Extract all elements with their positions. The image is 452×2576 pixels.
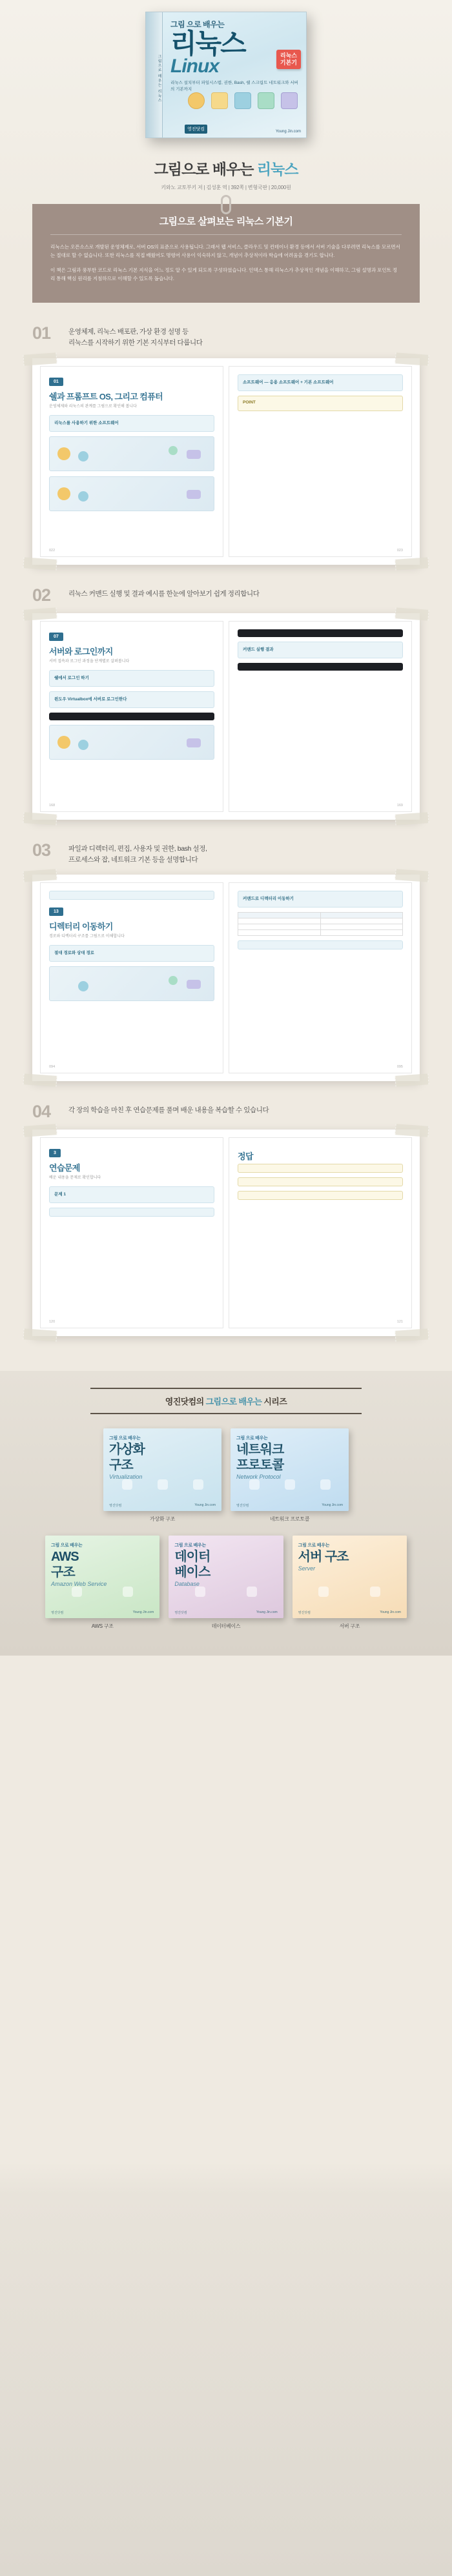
feature-4-number: 04: [32, 1102, 51, 1122]
cover-title: 리눅스: [170, 28, 245, 59]
book-spread-1: [32, 358, 420, 565]
illustration-shape: [370, 1587, 380, 1597]
book-front-face: [163, 12, 306, 137]
publisher-logo: 영진닷컴: [236, 1504, 249, 1508]
tape-corner-icon: [23, 352, 57, 366]
series-book-database[interactable]: [169, 1536, 283, 1630]
feature-section-1: [26, 325, 426, 565]
illustration-shape: [187, 738, 201, 747]
series-heading-accent: 그림으로 배우는: [205, 1397, 262, 1407]
cover-top-line: 그림 으로 배우는: [170, 20, 225, 29]
cover-badge-line2: 기본기: [280, 59, 297, 66]
series-cover-footer: [298, 1610, 401, 1615]
feature-1-head: [26, 325, 426, 349]
series-cover-footer: [236, 1503, 343, 1508]
illustration-shape: [247, 1587, 257, 1597]
illustration-shape: [122, 1479, 132, 1490]
chapter-title: 쉘과 프롬프트 OS, 그리고 컴퓨터: [49, 391, 163, 401]
series-book-label: 데이터베이스: [211, 1623, 241, 1630]
spread-1-right-page: [229, 366, 412, 557]
terminal-screenshot: [49, 713, 214, 720]
feature-1-text: [68, 325, 202, 349]
publisher-logo: 영진닷컴: [185, 125, 207, 134]
series-book-aws[interactable]: [45, 1536, 159, 1630]
intro-panel: [32, 204, 420, 303]
page-number: 022: [49, 548, 56, 553]
series-book-label: 가상화 구조: [149, 1516, 176, 1523]
spread-4-left-page: [40, 1137, 223, 1328]
series-book-server[interactable]: [293, 1536, 407, 1630]
exercise-subtitle: 배운 내용을 문제로 확인합니다: [49, 1176, 101, 1181]
answer-block: [238, 1191, 403, 1200]
content-band: [238, 642, 403, 658]
publisher-name: Young Jin.com: [256, 1610, 278, 1615]
terminal-screenshot: [238, 629, 403, 637]
page-title: [0, 157, 452, 179]
feature-section-3: [26, 842, 426, 1082]
feature-3-text: [68, 842, 207, 866]
page-number: 168: [49, 803, 56, 807]
cover-illustration: [185, 83, 301, 118]
feature-2-text: [68, 587, 259, 600]
feature-1-number: 01: [32, 323, 51, 343]
question-block: [49, 1186, 214, 1203]
feature-3-line1: 파일과 디렉터리, 편집, 사용자 및 권한, bash 설정,: [68, 844, 207, 853]
series-cover-title2: 구조: [51, 1565, 75, 1579]
table-cell: [320, 930, 403, 936]
illustration-shape: [57, 736, 70, 749]
series-book-cover: [293, 1536, 407, 1618]
series-cover-top: 그림 으로 배우는: [174, 1543, 206, 1548]
chapter-tag: 01: [49, 378, 63, 386]
chapter-subtitle: 서버 접속과 로그인 과정을 단계별로 살펴봅니다: [49, 659, 130, 664]
spread-2-left-page: [40, 621, 223, 812]
series-book-cover: [231, 1428, 349, 1511]
publisher-name: Young Jin.com: [132, 1610, 154, 1615]
tape-corner-icon: [395, 352, 429, 366]
chapter-subtitle: 경로와 디렉터리 구조를 그림으로 이해합니다: [49, 935, 125, 939]
tape-corner-icon: [395, 607, 429, 621]
series-cover-title2: 프로토콜: [236, 1457, 284, 1472]
illustration-shape: [320, 1479, 331, 1490]
series-footer: [0, 1371, 452, 1656]
tape-corner-icon: [395, 1329, 429, 1343]
illustration-shape: [318, 1587, 329, 1597]
table-cell: [320, 924, 403, 930]
feature-1-line2: 리눅스를 시작하기 위한 기본 지식부터 다룹니다: [68, 339, 203, 347]
tape-corner-icon: [23, 1074, 57, 1088]
series-cover-title2: 구조: [109, 1457, 133, 1472]
tape-corner-icon: [23, 1329, 57, 1343]
table-cell: [320, 918, 403, 924]
illustration-shape: [78, 740, 88, 750]
series-book-virtualization[interactable]: [103, 1428, 221, 1523]
publisher-name: Young Jin.com: [275, 130, 301, 134]
series-book-cover: [103, 1428, 221, 1511]
tape-corner-icon: [23, 557, 57, 571]
intro-heading: 그림으로 살펴보는 리눅스 기본기: [50, 214, 402, 235]
publisher-name: Young Jin.com: [380, 1610, 401, 1615]
series-heading-prefix: 영진닷컴의: [165, 1397, 206, 1407]
cover-badge-line1: 리눅스: [280, 52, 297, 59]
publisher-logo: 영진닷컴: [174, 1611, 187, 1616]
series-grid-top: [103, 1428, 349, 1523]
answer-block: [238, 1177, 403, 1186]
band-title: 쉘에서 로그인 하기: [54, 675, 89, 680]
chapter-tag: 07: [49, 633, 63, 641]
point-box: [238, 396, 403, 411]
chapter-title: 디렉터리 이동하기: [49, 922, 113, 932]
page-number: 121: [396, 1320, 403, 1324]
diagram-node: [169, 976, 178, 985]
content-band: [238, 374, 403, 391]
content-band: [49, 415, 214, 432]
feature-2-line1: 리눅스 커맨드 실행 및 결과 예시를 한눈에 알아보기 쉽게 정리합니다: [68, 589, 260, 598]
band-title: 윈도우 Virtualbox에 서버로 로그인한다: [54, 696, 127, 702]
band-title: 절대 경로와 상대 경로: [54, 951, 94, 956]
tape-corner-icon: [395, 1074, 429, 1088]
table-cell: [238, 930, 321, 936]
tape-corner-icon: [23, 607, 57, 621]
page-title-accent: 리눅스: [256, 161, 298, 177]
question-block: [49, 1208, 214, 1217]
question-title: 문제 1: [54, 1192, 66, 1197]
series-cover-illustration: [298, 1578, 401, 1605]
table-cell: [238, 924, 321, 930]
illustration-folder-icon: [211, 92, 228, 109]
publisher-name: Young Jin.com: [194, 1503, 216, 1508]
tape-corner-icon: [395, 557, 429, 571]
book-spread-4: [32, 1130, 420, 1336]
content-band: [238, 891, 403, 908]
publisher-name: Young Jin.com: [322, 1503, 343, 1508]
illustration-box-icon: [234, 92, 251, 109]
page-number: 120: [49, 1320, 56, 1324]
band-title: 소프트웨어 — 응용 소프트웨어 + 기본 소프트웨어: [243, 380, 334, 385]
spread-3-right-page: [229, 882, 412, 1073]
illustration-shape: [78, 491, 88, 502]
series-book-network-protocol[interactable]: [231, 1428, 349, 1523]
series-cover-illustration: [109, 1471, 216, 1498]
book-meta: 키와노 교토부키 저 | 김성훈 역 | 392쪽 | 변형국판 | 20,000원: [161, 185, 291, 190]
exercise-title: 연습문제: [49, 1163, 80, 1173]
illustration-shape: [57, 447, 70, 460]
feature-3-number: 03: [32, 840, 51, 860]
feature-4-text: [68, 1103, 269, 1116]
content-band: [238, 940, 403, 949]
feature-3-line2: 프로세스와 잡, 네트워크 기본 등을 설명합니다: [68, 856, 198, 864]
series-heading: [90, 1388, 362, 1414]
illustration-circle-icon: [188, 92, 205, 109]
intro-paragraph-2: 이 책은 그림과 풍부한 코드로 리눅스 기본 지식을 어느 정도 알 수 있게 되도록 구성하였습니다. 인덱스 통해 리눅스가 추상적인 개념을 이해하고, 그림 설명과 포인트 정리 통해 핵심 원리를 지침하므로 이해할 수 있도록 돕습니다.: [50, 267, 398, 281]
illustration-cube-icon: [258, 92, 274, 109]
title-block: [0, 157, 452, 191]
feature-3-head: [26, 842, 426, 866]
illustration-shape: [123, 1587, 133, 1597]
diagram-node: [78, 981, 88, 991]
cover-footer: [185, 125, 301, 134]
series-book-cover: [45, 1536, 159, 1618]
intro-paragraph-1: 리눅스는 오픈소스로 개발된 운영체제로, 서버 OS의 표준으로 사용됩니다. 그래서 웹 서비스, 클라우드 및 컨테이너 환경 등에서 서버 기술을 다루려면 리눅스를 모르면서는 절대로 할 수 없습니다. 또한 리눅스를 직접 배웠어도 명령어 사용이 익숙하지 않고, 개념이 추상적이라 학습에 어려움을 겪기도 합니다.: [50, 244, 400, 259]
illustration-shape: [249, 1479, 260, 1490]
series-cover-top: 그림 으로 배우는: [51, 1543, 83, 1548]
series-cover-en: Virtualization: [109, 1473, 143, 1480]
series-cover-top: 그림 으로 배우는: [109, 1436, 141, 1441]
series-cover-illustration: [174, 1578, 277, 1605]
reference-table: [238, 912, 403, 936]
answer-title: 정답: [238, 1151, 253, 1162]
tape-corner-icon: [23, 869, 57, 883]
publisher-logo: 영진닷컴: [298, 1611, 311, 1616]
series-cover-top: 그림 으로 배우는: [298, 1543, 330, 1548]
band-title: 커맨드 실행 결과: [243, 647, 274, 652]
chapter-title: 서버와 로그인까지: [49, 646, 113, 656]
book-spine-text: 그림으로 배우는 리눅스: [146, 12, 163, 137]
series-cover-title2: 베이스: [174, 1565, 211, 1579]
page-illustration: [49, 476, 214, 511]
publisher-logo: 영진닷컴: [51, 1611, 64, 1616]
page-number: 094: [49, 1065, 56, 1070]
table-cell: [238, 918, 321, 924]
paperclip-icon: [221, 195, 231, 214]
spread-3-left-page: [40, 882, 223, 1073]
series-book-label: AWS 구조: [91, 1623, 114, 1630]
series-cover-title: 가상화: [109, 1443, 145, 1457]
band-title: 커맨드로 디렉터리 이동하기: [243, 897, 294, 902]
series-cover-title: AWS: [51, 1550, 79, 1565]
tape-corner-icon: [395, 812, 429, 826]
feature-section-4: [26, 1103, 426, 1336]
feature-4-head: [26, 1103, 426, 1121]
series-cover-title: 데이터: [174, 1550, 211, 1565]
book-cover-image: [145, 12, 307, 138]
series-cover-en: Network Protocol: [236, 1473, 281, 1480]
spread-4-right-page: [229, 1137, 412, 1328]
series-book-cover: [169, 1536, 283, 1618]
table-header-cell: [320, 913, 403, 918]
series-heading-suffix: 시리즈: [262, 1397, 287, 1407]
content-band: [49, 691, 214, 708]
page-number: 169: [396, 803, 403, 807]
feature-section-2: [26, 587, 426, 820]
cover-description: 리눅스 설치부터 파일시스템, 권한, Bash, 쉘 스크립트 네트워크와 서버의 기본까지: [170, 80, 298, 92]
band-title: 리눅스를 사용하기 위한 소프트웨어: [54, 420, 119, 425]
series-cover-en: Database: [174, 1580, 200, 1587]
series-book-label: 서버 구조: [339, 1623, 360, 1630]
page-title-prefix: 그림으로 배우는: [154, 161, 257, 177]
illustration-shape: [285, 1479, 295, 1490]
book-cover: [129, 12, 323, 141]
publisher-logo: 영진닷컴: [109, 1504, 122, 1508]
series-cover-title: 네트워크: [236, 1443, 284, 1457]
spread-1-left-page: [40, 366, 223, 557]
illustration-shape: [169, 446, 178, 455]
point-box-title: POINT: [243, 400, 256, 405]
table-header-cell: [238, 913, 321, 918]
series-book-label: 네트워크 프로토콜: [269, 1516, 310, 1523]
illustration-shape: [187, 450, 201, 459]
tape-corner-icon: [395, 1124, 429, 1138]
content-band: [49, 670, 214, 687]
page-number: 023: [396, 548, 403, 553]
series-cover-top: 그림 으로 배우는: [236, 1436, 268, 1441]
series-cover-footer: [109, 1503, 216, 1508]
illustration-shape: [57, 487, 70, 500]
illustration-shape: [193, 1479, 203, 1490]
tape-corner-icon: [395, 869, 429, 883]
series-cover-footer: [51, 1610, 154, 1615]
illustration-shape: [78, 451, 88, 461]
series-cover-footer: [174, 1610, 277, 1615]
content-band: [49, 891, 214, 900]
cover-badge: [276, 50, 301, 69]
answer-block: [238, 1164, 403, 1173]
book-spread-3: [32, 875, 420, 1081]
page-illustration: [49, 725, 214, 760]
chapter-tag: 13: [49, 908, 63, 916]
illustration-shape: [158, 1479, 168, 1490]
page-number: 095: [396, 1065, 403, 1070]
directory-tree-diagram: [49, 966, 214, 1001]
cover-hero: [0, 0, 452, 141]
cover-subtitle-en: Linux: [170, 55, 219, 77]
diagram-node: [187, 980, 201, 989]
content-band: [49, 945, 214, 962]
feature-1-line1: 운영체제, 리눅스 배포판, 가상 환경 설명 등: [68, 328, 189, 336]
terminal-screenshot: [238, 663, 403, 671]
illustration-shape: [72, 1587, 82, 1597]
tape-corner-icon: [23, 1124, 57, 1138]
chapter-subtitle: 운영체제와 리눅스의 관계를 그림으로 확인해 봅니다: [49, 404, 137, 409]
book-spread-2: [32, 613, 420, 820]
series-grid-bottom: [45, 1536, 407, 1630]
series-cover-en: Amazon Web Service: [51, 1580, 107, 1587]
series-cover-en: Server: [298, 1565, 316, 1572]
feature-2-number: 02: [32, 585, 51, 605]
illustration-shape: [187, 490, 201, 499]
page-illustration: [49, 436, 214, 471]
feature-4-line1: 각 장의 학습을 마친 후 연습문제를 풀며 배운 내용을 복습할 수 있습니다: [68, 1106, 269, 1115]
feature-2-head: [26, 587, 426, 604]
tape-corner-icon: [23, 812, 57, 826]
illustration-person-icon: [281, 92, 298, 109]
series-cover-illustration: [236, 1471, 343, 1498]
spread-2-right-page: [229, 621, 412, 812]
illustration-shape: [195, 1587, 205, 1597]
series-cover-title: 서버 구조: [298, 1550, 349, 1565]
series-cover-illustration: [51, 1578, 154, 1605]
chapter-tag: 3: [49, 1149, 61, 1157]
